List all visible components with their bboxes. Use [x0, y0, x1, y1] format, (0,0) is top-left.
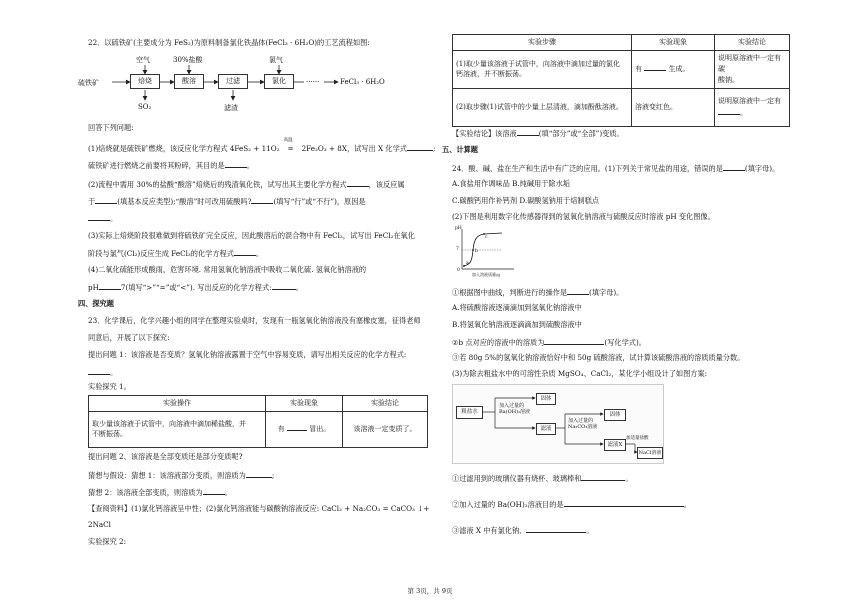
q24-options-ab: A.食盐用作调味品 B.纯碱用于除水垢: [452, 179, 570, 188]
blank-ph-compare[interactable]: [99, 282, 121, 290]
label-add-na2co3: 加入过量的 Na₂CO₃溶液: [568, 418, 598, 430]
flow-dissolve-box: 酸溶: [174, 74, 204, 89]
t1-header-conclusion: 实验结论: [343, 396, 428, 412]
graph-point-c: c: [485, 235, 488, 240]
blank-glass-instrument[interactable]: [581, 473, 625, 481]
q24-q2: ②加入过量的 Ba(OH)₂溶液目的是 。: [452, 500, 691, 509]
q23-line8: 猜想 2：该溶液全部变质，则溶质为 。: [88, 488, 232, 497]
q24-q1: ①过滤用到的玻璃仪器有烧杯、玻璃棒和 。: [452, 474, 633, 483]
q23-line1: 23．化学课后，化学兴趣小组的同学在整理实验桌时，发现有一瓶氢氧化钠溶液没有塞橡皮塞，征得老师: [88, 316, 421, 325]
q22-part2-line2: 于 (填基本反应类型);“酸溶”时可改用硫酸吗? (填写“行”或“不行”)，原因是: [88, 197, 366, 206]
t2-r1-conclusion: 说明原溶液中一定有碳 酸钠。: [715, 50, 790, 88]
q22-part4-line2: pH 7(填写“>”“=”或“<”). 写出反应的化学方程式: 。: [88, 283, 303, 292]
t2-r2-phenomenon: 溶液变红色。: [632, 88, 715, 126]
blank-precipitate[interactable]: [644, 63, 666, 71]
blank-naoh-co2-equation[interactable]: [88, 367, 110, 375]
graph-point-b: b: [475, 249, 478, 254]
q23-line11: 实验探究 2:: [88, 537, 127, 546]
box-nacl-solution: NaCl溶液: [637, 447, 663, 459]
flow-oxidize-box: 氯化: [264, 74, 294, 89]
q23-line9: 【查阅资料】(1)氯化钙溶液呈中性；(2)氯化钙溶液能与碳酸钠溶液反应: CaCl₂ + Na₂CO₃ = CaCO₃ ↓+: [88, 504, 430, 513]
flow-so2-label: SO₂: [138, 103, 152, 111]
q22-part3-line2: 阶段与氯气(Cl₂)反应生成 FeCl₃的化学方程式 。: [88, 249, 264, 258]
flow-filter-box: 过滤: [218, 74, 248, 89]
label-add-baoh2: 加入过量的 Ba(OH)₂溶液: [499, 403, 531, 415]
q23-line2: 同意后，开展了以下探究:: [88, 333, 170, 342]
t1-header-operation: 实验操作: [89, 396, 266, 412]
t2-header-phenomenon: 实验现象: [632, 35, 715, 51]
blank-fecl2-equation[interactable]: [234, 248, 256, 256]
graph-point-a: a: [466, 261, 469, 266]
q24-options-cd: C.碳酸钙用作补钙剂 D.碳酸氢钠用于焙制糕点: [452, 196, 599, 205]
q23-line6: 提出问题 2、该溶液是全部变质还是部分变质呢?: [88, 452, 243, 461]
q24-line2: (2)下图是利用数字化传感器得到的氢氧化钠溶液与硫酸反应时溶液 pH 变化图像。: [452, 212, 715, 221]
t1-cell-phenomenon: 有 冒出。: [266, 411, 343, 447]
process-flowchart: [78, 52, 438, 116]
blank-wrong-use[interactable]: [723, 163, 745, 171]
q23-line3: 提出问题 1：该溶液是否变质？氢氧化钠溶液露置于空气中容易变质，请写出相关反应的化学方程式:: [88, 350, 407, 359]
t2-header-conclusion: 实验结论: [715, 35, 790, 51]
blank-acid-equation[interactable]: [347, 179, 369, 187]
flow-dots: ······: [306, 78, 320, 86]
blank-reaction-type[interactable]: [95, 196, 117, 204]
blank-partial-or-full[interactable]: [517, 128, 539, 136]
q24-line1: 24．酸、碱、盐在生产和生活中有广泛的应用。(1)下列关于常见盐的用途，错误的是 (填字母)。: [452, 164, 780, 173]
t2-r1-step: (1)取少量该溶液于试管中，向溶液中滴加过量的氯化 钙溶液，并不断振荡。: [453, 50, 632, 88]
t2-r1-phenomenon: 有 生成。: [632, 50, 715, 88]
box-solid-2: 固体: [604, 409, 626, 421]
t1-header-phenomenon: 实验现象: [266, 396, 343, 412]
box-crude-brine: 粗盐水: [456, 406, 483, 419]
graph-xlabel: 加入溶液质量/g: [472, 272, 500, 277]
flow-roast-box: 焙烧: [130, 74, 160, 89]
q24-sub3: ③若 80g 5%的氢氧化钠溶液恰好中和 50g 硫酸溶液，试计算该硫酸溶液的溶质质量分数。: [452, 353, 745, 362]
flow-start-label: 硫铁矿: [78, 79, 99, 87]
t1-cell-conclusion: 该溶液一定变质了。: [343, 411, 428, 447]
q22-answer-intro: 回答下列问题:: [88, 123, 134, 132]
blank-crush-purpose[interactable]: [225, 160, 247, 168]
flow-acid-label: 30%盐酸: [173, 56, 203, 64]
purification-arrows: [453, 385, 663, 463]
experiment-table-1: [88, 395, 428, 448]
q22-part3-line1: (3)实际上焙烧阶段很难做到将硫铁矿完全反应，因此酸溶后的混合物中有 FeCl₂，试写出 FeCl₂在氧化: [88, 231, 415, 240]
q24-sub1: ①根据图中曲线，判断进行的操作是 (填字母)。: [452, 288, 624, 297]
q22-part1-line1: (1)焙烧就是硫铁矿燃烧，该反应化学方程式 4FeS₂ + 11O₂ 高温 ═ 2Fe₂O₃ + 8X，试写出 X 化学式 ;: [88, 138, 436, 153]
box-filtrate-x: 滤液X: [604, 439, 626, 451]
q24-sub2: ②b 点对应的溶液中的溶质为 (写化学式)。: [452, 338, 646, 347]
q22-part1-line2: 硫铁矿进行燃烧之前要将其粉碎，其目的是 。: [88, 161, 254, 170]
box-filtrate: 滤液: [536, 423, 556, 435]
graph-ylabel: pH: [455, 226, 462, 231]
q23-line10: 2NaCl: [88, 520, 111, 529]
graph-seven: 7: [456, 247, 459, 252]
blank-solute-guess2[interactable]: [203, 487, 225, 495]
section-4-heading: 四、探究题: [78, 299, 114, 308]
flow-residue-label: 滤渣: [224, 104, 238, 112]
blank-naoh[interactable]: [718, 107, 740, 115]
q22-part2-line1: (2)流程中需用 30%的盐酸“酸溶”焙烧后的残渣氧化铁，试写出其主要化学方程式 ，该反应属: [88, 180, 405, 189]
blank-x-formula[interactable]: [407, 143, 433, 151]
flow-air-label: 空气: [136, 56, 150, 64]
q22-part4-line1: (4)二氧化硫能形成酸雨，危害环境. 常用氢氧化钠溶液中吸收二氧化硫. 氢氧化钠溶液的: [88, 265, 367, 274]
flow-cl2-label: 氯气: [269, 56, 283, 64]
ph-curve-svg: [454, 226, 524, 278]
blank-solute-b[interactable]: [544, 337, 604, 345]
blank-solute-guess1[interactable]: [246, 470, 272, 478]
blank-sulfuric-ok[interactable]: [251, 196, 273, 204]
blank-operation[interactable]: [567, 287, 589, 295]
condition-high-temp: 高温: [283, 138, 293, 143]
blank-so2-equation[interactable]: [272, 282, 296, 290]
t2-r2-step: (2)取步骤(1)试管中的少量上层清液，滴加酚酞溶液。: [453, 88, 632, 126]
t2-r2-conclusion: 说明原溶液中一定有 。: [715, 88, 790, 126]
blank-filtrate-x[interactable]: [526, 525, 586, 533]
q24-q3: ③滤液 X 中有氯化钠、 。: [452, 526, 594, 535]
q24-option-b: B.将氢氧化钠溶液逐滴滴加到硫酸溶液中: [452, 320, 582, 329]
blank-gas[interactable]: [287, 423, 307, 431]
q22-stem: 22．以硫铁矿(主要成分为 FeS₂)为原料制备氯化铁晶体(FeCl₃ · 6H₂O)的工艺流程如图:: [88, 38, 370, 47]
experiment-table-2: [452, 34, 790, 127]
t2-header-steps: 实验步骤: [453, 35, 632, 51]
q23-line4: 。: [88, 367, 117, 376]
label-add-hcl: 加适量盐酸: [626, 436, 649, 441]
box-solid-1: 固体: [536, 393, 556, 405]
graph-origin: 0: [457, 268, 460, 273]
section-5-heading: 五、计算题: [442, 145, 478, 154]
flow-product-label: FeCl₃ · 6H₂O: [340, 78, 385, 86]
q24-option-a: A.将硫酸溶液逐滴滴加到氢氧化钠溶液中: [452, 303, 582, 312]
t1-cell-operation: 取少量该溶液于试管中，向溶液中滴加稀盐酸，并 不断振荡。: [89, 411, 266, 447]
blank-baoh2-purpose[interactable]: [564, 499, 684, 507]
blank-reason[interactable]: [88, 213, 110, 221]
ph-curve-figure: [454, 226, 524, 278]
q23-line5: 实验探究 1。: [88, 382, 131, 391]
q24-sub4: (3)为除去粗盐水中的可溶性杂质 MgSO₄、CaCl₂，某化学小组设计了如图方案:: [452, 369, 708, 378]
purification-diagram: [452, 384, 664, 464]
page-footer: 第 3页，共 9页: [407, 587, 453, 595]
q22-part2-line3: 。: [88, 213, 117, 222]
q23-line7: 猜想与假设：猜想 1：该溶液部分变质，则溶质为 ;: [88, 471, 275, 480]
experiment-conclusion: 【实验结论】该溶液 (填“部分”或“全部”)变质。: [452, 129, 624, 138]
